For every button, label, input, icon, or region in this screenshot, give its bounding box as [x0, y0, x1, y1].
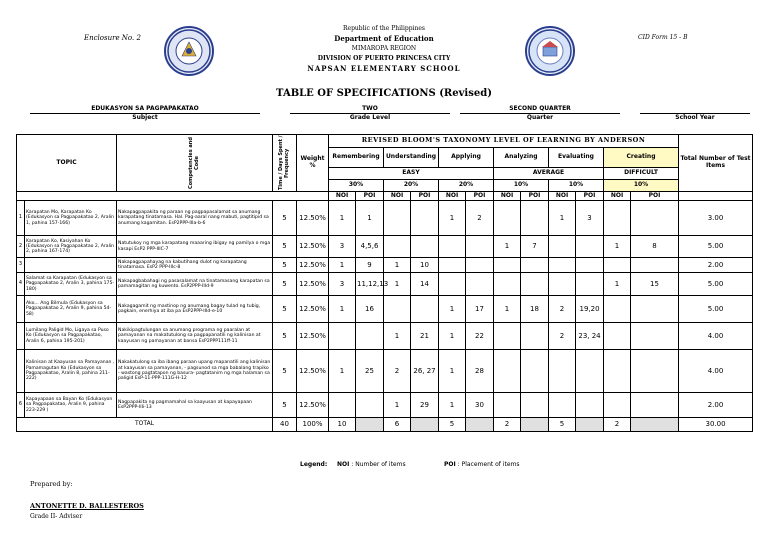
- time-cell: 5: [273, 296, 297, 323]
- total-items-cell: 4.00: [679, 323, 753, 350]
- pct-applying: 20%: [439, 179, 494, 191]
- noi-cell: 1: [384, 273, 411, 296]
- grade-value: TWO: [362, 105, 378, 112]
- row-number: 6: [17, 393, 25, 418]
- poi-cell: [631, 296, 679, 323]
- total-items-cell: 5.00: [679, 296, 753, 323]
- preparer-name: ANTONETTE D. BALLESTEROS: [30, 502, 144, 510]
- pct-creating: 10%: [604, 179, 679, 191]
- poi-cell: 7: [521, 236, 549, 258]
- weight-cell: 12.50%: [297, 350, 329, 393]
- noi-cell: [384, 296, 411, 323]
- noi-cell: 1: [604, 273, 631, 296]
- poi-cell: 3: [576, 201, 604, 236]
- poi-header: POI: [356, 192, 384, 201]
- row-number: [17, 323, 25, 350]
- weight-cell: 12.50%: [297, 296, 329, 323]
- totals-creating: 2: [604, 418, 631, 432]
- subject-label: Subject: [132, 114, 158, 121]
- noi-cell: [604, 296, 631, 323]
- poi-cell: [466, 236, 494, 258]
- topic-cell: Ako... Ang Bilmula (Edukasyon sa Pagpapakatao 2, Aralin 9, pahina 54-58): [25, 296, 117, 323]
- row-number: [17, 296, 25, 323]
- topic-cell: Lumilang Paligid Mo, Ligaya sa Puso Ko (Edukasyon sa Pagpapakatao, Aralin 6, pahina 195-201): [25, 323, 117, 350]
- time-cell: 5: [273, 201, 297, 236]
- pct-remembering: 30%: [329, 179, 384, 191]
- prepared-by-label: Prepared by:: [30, 480, 73, 488]
- pct-evaluating: 10%: [549, 179, 604, 191]
- noi-cell: [604, 350, 631, 393]
- totals-remembering: 10: [329, 418, 356, 432]
- poi-cell: 19,20: [576, 296, 604, 323]
- noi-cell: 1: [384, 258, 411, 273]
- quarter-value: SECOND QUARTER: [509, 105, 571, 112]
- poi-header: POI: [631, 192, 679, 201]
- noi-cell: [549, 393, 576, 418]
- poi-header: POI: [521, 192, 549, 201]
- division-line: DIVISION OF PUERTO PRINCESA CITY: [317, 55, 451, 62]
- noi-cell: 2: [549, 323, 576, 350]
- poi-cell: [521, 393, 549, 418]
- poi-cell: [356, 393, 384, 418]
- poi-cell: 26, 27: [411, 350, 439, 393]
- poi-cell: [631, 350, 679, 393]
- poi-cell: [631, 258, 679, 273]
- totals-understanding: 6: [384, 418, 411, 432]
- poi-cell: [631, 323, 679, 350]
- document-title: TABLE OF SPECIFICATIONS (Revised): [276, 88, 492, 99]
- noi-cell: 2: [549, 296, 576, 323]
- col-header-competencies: Competencies and Code: [187, 137, 200, 189]
- poi-header: POI: [576, 192, 604, 201]
- table-row: [17, 350, 753, 393]
- total-items-cell: 2.00: [679, 393, 753, 418]
- competency-cell: Nakagagamit ng mastinop ng anumang bagay tulad ng tubig, pagkain, enerhiya at iba pa EsP2PPP-IIId-e-10: [117, 296, 273, 323]
- legend-noi-key: NOI: [337, 461, 350, 468]
- region-line: MIMAROPA REGION: [351, 45, 417, 52]
- competency-cell: Nakapagpapahayag na kabutihang dulot ng karapatang tinatamasa. EsP2 PPP-IIIc-8: [117, 258, 273, 273]
- poi-cell: 4,5,6: [356, 236, 384, 258]
- noi-cell: [384, 201, 411, 236]
- noi-cell: [549, 273, 576, 296]
- noi-cell: 1: [329, 350, 356, 393]
- topic-cell: Salamat sa Karapatan (Edukasyon sa Pagpapakatao 2, Aralin 3, pahina 175-180): [25, 273, 117, 296]
- competency-cell: Nakapagbabahagi ng pasasalamat na tinatamasang karapatan sa pamamagitan ng kuwento. EsP2PPP-IIId-9: [117, 273, 273, 296]
- total-items-cell: 5.00: [679, 273, 753, 296]
- noi-cell: [329, 323, 356, 350]
- noi-cell: 1: [439, 201, 466, 236]
- totals-applying: 5: [439, 418, 466, 432]
- competency-cell: Nakikipagtulungan sa anumang programa ng paaralan at pamayanan na makatutulong sa pagpapanatili ng kalinisan at kaayusan ng pamayanan at bansa EsP2PPP111ff-11: [117, 323, 273, 350]
- time-cell: 5: [273, 323, 297, 350]
- noi-cell: [494, 323, 521, 350]
- republic-line: Republic of the Philippines: [343, 25, 425, 32]
- poi-cell: 8: [631, 236, 679, 258]
- noi-cell: 3: [329, 236, 356, 258]
- totals-weight: 100%: [297, 418, 329, 432]
- poi-cell: 25: [356, 350, 384, 393]
- competency-cell: Natutukoy ng mga karapatang maaaring ibigay ng pamilya o mga kasapi EsP2 PPP-IIIC-7: [117, 236, 273, 258]
- noi-cell: [439, 236, 466, 258]
- poi-cell: [521, 201, 549, 236]
- poi-cell: 22: [466, 323, 494, 350]
- noi-header: NOI: [549, 192, 576, 201]
- weight-cell: 12.50%: [297, 393, 329, 418]
- level-evaluating: Evaluating: [549, 148, 604, 167]
- time-cell: 5: [273, 258, 297, 273]
- weight-cell: 12.50%: [297, 273, 329, 296]
- table-row: [17, 273, 753, 296]
- table-row: [17, 236, 753, 258]
- poi-cell: 11,12,13: [356, 273, 384, 296]
- school-name: NAPSAN ELEMENTARY SCHOOL: [307, 64, 461, 73]
- poi-cell: [521, 323, 549, 350]
- poi-cell: [576, 236, 604, 258]
- poi-cell: [576, 258, 604, 273]
- noi-cell: [604, 201, 631, 236]
- poi-cell: 18: [521, 296, 549, 323]
- enclosure-label: Enclosure No. 2: [84, 34, 141, 42]
- noi-header: NOI: [329, 192, 356, 201]
- noi-header: NOI: [384, 192, 411, 201]
- level-understanding: Understanding: [384, 148, 439, 167]
- noi-cell: [549, 350, 576, 393]
- school-year-label: School Year: [675, 114, 715, 121]
- topic-cell: Kalinisan at Kaayusan sa Pamayanan , Pamamagutan Ko (Edukasyon sa Pagpapakatao, Aralin 8, pahina 211-222): [25, 350, 117, 393]
- totals-time: 40: [273, 418, 297, 432]
- noi-cell: 1: [439, 393, 466, 418]
- noi-cell: 1: [384, 323, 411, 350]
- table-body: [17, 201, 753, 418]
- noi-cell: 1: [329, 258, 356, 273]
- row-number: [17, 350, 25, 393]
- time-cell: 5: [273, 393, 297, 418]
- weight-cell: 12.50%: [297, 236, 329, 258]
- level-applying: Applying: [439, 148, 494, 167]
- poi-cell: [411, 201, 439, 236]
- noi-cell: [329, 393, 356, 418]
- totals-evaluating: 5: [549, 418, 576, 432]
- form-label: CID Form 15 - B: [638, 34, 688, 41]
- total-items-cell: 3.00: [679, 201, 753, 236]
- noi-cell: 1: [439, 323, 466, 350]
- level-analyzing: Analyzing: [494, 148, 549, 167]
- blooms-taxonomy-header: REVISED BLOOM'S TAXONOMY LEVEL OF LEARNING BY ANDERSON: [329, 135, 679, 148]
- row-number: 4: [17, 273, 25, 296]
- poi-cell: [466, 273, 494, 296]
- noi-cell: [494, 201, 521, 236]
- row-number: 2: [17, 236, 25, 258]
- poi-cell: [466, 258, 494, 273]
- noi-cell: 1: [329, 201, 356, 236]
- poi-cell: [521, 258, 549, 273]
- subject-value: EDUKASYON SA PAGPAPAKATAO: [91, 105, 199, 112]
- noi-header: NOI: [439, 192, 466, 201]
- poi-cell: 2: [466, 201, 494, 236]
- total-items-cell: 5.00: [679, 236, 753, 258]
- noi-cell: [384, 236, 411, 258]
- poi-header: POI: [466, 192, 494, 201]
- difficulty-easy: EASY: [329, 167, 494, 179]
- topic-cell: Karapatan Mo, Karapatan Ko (Edukasyon sa Pagpapakatao 2, Aralin 1, pahina 157-166): [25, 201, 117, 236]
- table-row: [17, 258, 753, 273]
- poi-cell: [631, 393, 679, 418]
- col-header-weight: Weight %: [297, 135, 329, 192]
- level-remembering: Remembering: [329, 148, 384, 167]
- noi-cell: [494, 393, 521, 418]
- poi-cell: [576, 350, 604, 393]
- poi-cell: [356, 323, 384, 350]
- weight-cell: 12.50%: [297, 258, 329, 273]
- total-items-cell: 4.00: [679, 350, 753, 393]
- grade-label: Grade Level: [349, 114, 391, 121]
- poi-cell: 21: [411, 323, 439, 350]
- noi-cell: 1: [549, 201, 576, 236]
- row-number: 1: [17, 201, 25, 236]
- preparer-position: Grade II- Adviser: [30, 513, 83, 520]
- noi-cell: 2: [384, 350, 411, 393]
- topic-cell: [25, 258, 117, 273]
- col-header-topic: TOPIC: [17, 135, 117, 192]
- legend-poi-text: : Placement of items: [457, 461, 520, 468]
- poi-cell: 28: [466, 350, 494, 393]
- noi-cell: 1: [384, 393, 411, 418]
- time-cell: 5: [273, 236, 297, 258]
- row-number: 3: [17, 258, 25, 273]
- noi-cell: [494, 258, 521, 273]
- noi-cell: [494, 350, 521, 393]
- col-header-time: Time / Days Spent / Frequency: [277, 135, 290, 191]
- total-items-cell: 2.00: [679, 258, 753, 273]
- noi-cell: 3: [329, 273, 356, 296]
- noi-cell: [604, 323, 631, 350]
- col-header-total-items: Total Number of Test Items: [679, 135, 753, 192]
- noi-cell: 1: [604, 236, 631, 258]
- poi-cell: 17: [466, 296, 494, 323]
- table-row: [17, 323, 753, 350]
- topic-cell: Karapatan Ko, Kasiyahan Ko (Edukasyon sa Pagpapakatao 2, Aralin 2, pahina 167-174): [25, 236, 117, 258]
- noi-cell: [439, 258, 466, 273]
- noi-cell: [549, 236, 576, 258]
- weight-cell: 12.50%: [297, 201, 329, 236]
- poi-cell: [631, 201, 679, 236]
- noi-cell: [604, 258, 631, 273]
- legend-label: Legend:: [300, 461, 328, 468]
- noi-header: NOI: [494, 192, 521, 201]
- noi-cell: 1: [494, 236, 521, 258]
- noi-cell: [494, 273, 521, 296]
- poi-cell: [576, 273, 604, 296]
- quarter-label: Quarter: [526, 114, 554, 121]
- time-cell: 5: [273, 350, 297, 393]
- poi-cell: 16: [356, 296, 384, 323]
- legend-noi-text: : Number of items: [351, 461, 406, 468]
- poi-cell: 9: [356, 258, 384, 273]
- table-row: [17, 201, 753, 236]
- department-line: Department of Education: [334, 34, 434, 43]
- totals-row: [17, 418, 753, 432]
- poi-cell: 29: [411, 393, 439, 418]
- competency-cell: Nakapagpapakita ng paraan ng pagpapasalamat sa anumang karapatang tinatamasa. Hal. Pag-aaral nang mabuti, pagtitipid sa anumang kagamitan. EsP2PPP-IIIa-b-6: [117, 201, 273, 236]
- pct-understanding: 20%: [384, 179, 439, 191]
- level-creating: Creating: [604, 148, 679, 167]
- pct-analyzing: 10%: [494, 179, 549, 191]
- difficulty-difficult: DIFFICULT: [604, 167, 679, 179]
- poi-cell: [576, 393, 604, 418]
- poi-cell: 23, 24: [576, 323, 604, 350]
- poi-cell: 14: [411, 273, 439, 296]
- noi-cell: [439, 273, 466, 296]
- totals-analyzing: 2: [494, 418, 521, 432]
- noi-cell: 1: [329, 296, 356, 323]
- poi-cell: 10: [411, 258, 439, 273]
- competency-cell: Nagpapakita ng pagmamahal sa kaayusan at kapayapaan EsP2PPP-IIIi-13: [117, 393, 273, 418]
- table-of-specifications: [16, 134, 753, 432]
- poi-header: POI: [411, 192, 439, 201]
- poi-cell: 15: [631, 273, 679, 296]
- noi-cell: 1: [494, 296, 521, 323]
- difficulty-average: AVERAGE: [494, 167, 604, 179]
- topic-cell: Kapayapaan sa Bayan Ko (Edukasyon sa Pagpapakatao, Aralin 9, pahina 223-229 ): [25, 393, 117, 418]
- competency-cell: Nakakatulong sa iba ibang paraan upang mapanatili ang kalinisan at kaayusan sa pamayanan, - pagsunod sa mga babalang trapiko - wastong pagtatapon ng basura- pagtatanim ng mga halaman sa paligid EsP-11-PPP-111G-H-12: [117, 350, 273, 393]
- noi-cell: [604, 393, 631, 418]
- noi-header: NOI: [604, 192, 631, 201]
- noi-cell: [549, 258, 576, 273]
- poi-cell: [521, 273, 549, 296]
- table-row: [17, 296, 753, 323]
- poi-cell: [521, 350, 549, 393]
- poi-cell: 30: [466, 393, 494, 418]
- table-row: [17, 393, 753, 418]
- poi-cell: 1: [356, 201, 384, 236]
- legend-poi-key: POI: [444, 461, 456, 468]
- poi-cell: [411, 236, 439, 258]
- time-cell: 5: [273, 273, 297, 296]
- legend: [300, 461, 327, 468]
- noi-cell: 1: [439, 296, 466, 323]
- totals-items: 30.00: [679, 418, 753, 432]
- noi-cell: 1: [439, 350, 466, 393]
- poi-cell: [411, 296, 439, 323]
- totals-label: TOTAL: [17, 418, 273, 432]
- weight-cell: 12.50%: [297, 323, 329, 350]
